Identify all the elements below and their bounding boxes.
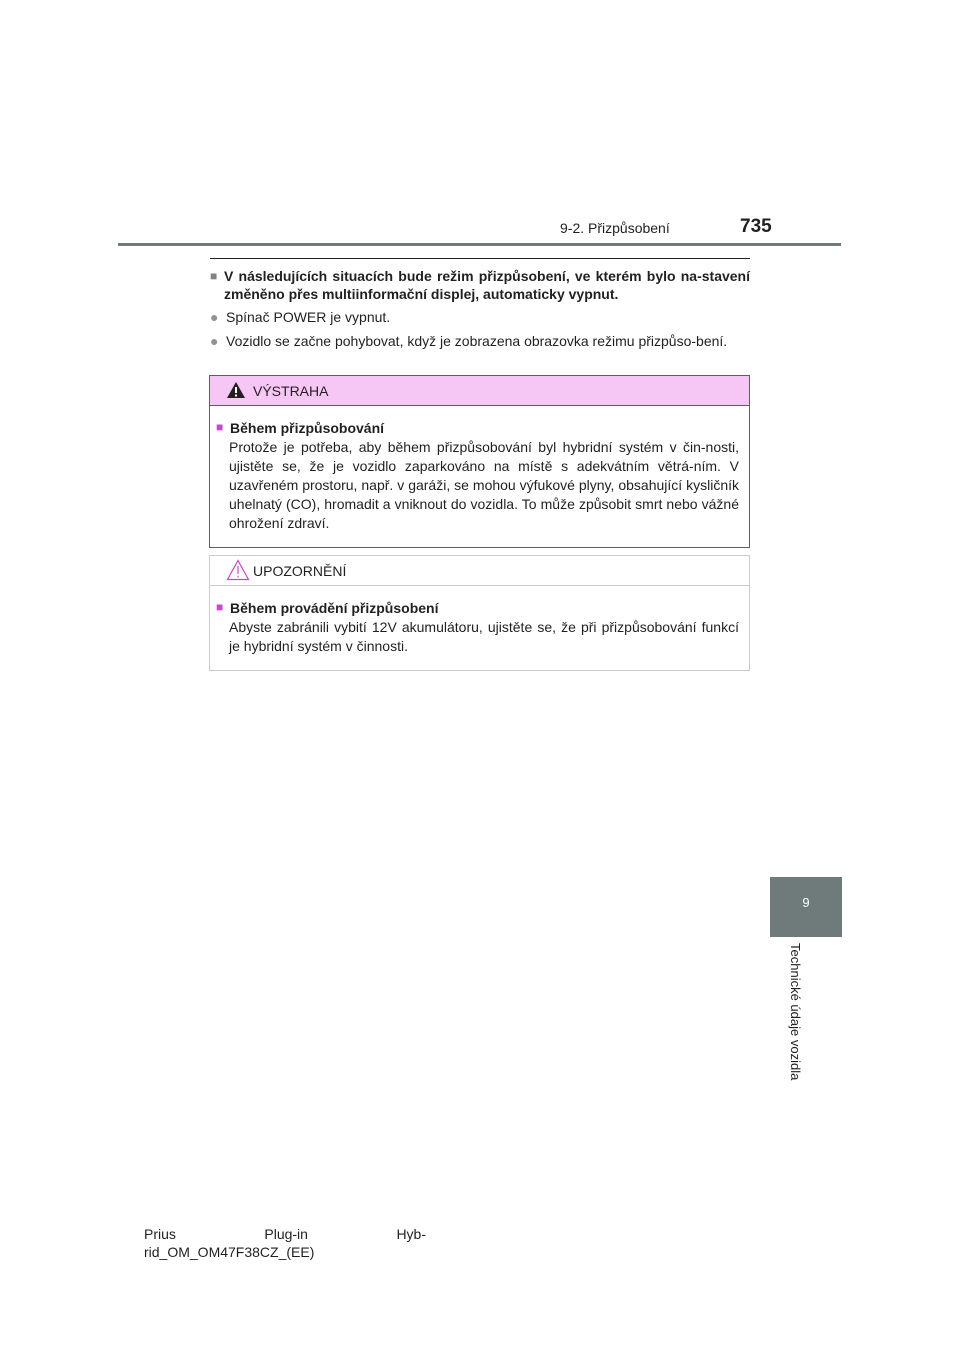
warning-box xyxy=(209,375,750,548)
header-rule xyxy=(118,243,841,246)
section-title: 9-2. Přizpůsobení xyxy=(560,220,670,236)
warning-text: Protože je potřeba, aby během přizpůsobování byl hybridní systém v čin-nosti, ujistěte se, že je vozidlo zaparkováno na místě s adekvátním větrá-ním. V uzavřeném prostoru, např. v garáži, se mohou výfukové plyny, obsahující kysličník uhelnatý (CO), hromadit a vniknout do vozidla. To může způsobit smrt nebo vážné ohrožení zdraví. xyxy=(229,439,739,531)
footer-variant-cont: Hyb- xyxy=(396,1226,426,1242)
section-heading xyxy=(210,267,750,303)
caution-label: UPOZORNĚNÍ xyxy=(253,563,347,579)
warning-triangle-icon xyxy=(226,381,246,399)
caution-box-header xyxy=(210,556,749,586)
list-item-text: Spínač POWER je vypnut. xyxy=(226,309,391,325)
list-item xyxy=(210,331,750,351)
warning-heading-text: Během přizpůsobování xyxy=(230,420,385,436)
main-content xyxy=(210,258,750,351)
bullet-icon: ● xyxy=(210,333,219,349)
bullet-icon: ● xyxy=(210,309,219,325)
footer-line-1 xyxy=(144,1225,426,1243)
warning-box-body xyxy=(210,406,749,547)
warning-label: VÝSTRAHA xyxy=(253,383,329,399)
caution-text: Abyste zabránili vybití 12V akumulátoru, ujistěte se, že při přizpůsobování funkcí je hybridní systém v činnosti. xyxy=(229,619,739,654)
list-item-text: Vozidlo se začne pohybovat, když je zobrazena obrazovka režimu přizpůso-bení. xyxy=(226,333,728,349)
list-item xyxy=(210,307,750,327)
caution-triangle-icon xyxy=(226,559,250,581)
page-number: 735 xyxy=(740,216,772,237)
square-marker-icon: ■ xyxy=(210,269,218,283)
chapter-tab-label: Technické údaje vozidla xyxy=(788,943,803,1081)
caution-box xyxy=(209,555,750,671)
footer-model: Prius xyxy=(144,1226,176,1242)
footer-variant: Plug-in xyxy=(264,1226,308,1242)
caution-heading-text: Během provádění přizpůsobení xyxy=(230,600,439,616)
caution-heading xyxy=(216,598,739,618)
section-heading-text: V následujících situacích bude režim přizpůsobení, ve kterém bylo na-stavení změněno přes multiinformační displej, automaticky vypnut. xyxy=(224,268,750,302)
footer-line-2: rid_OM_OM47F38CZ_(EE) xyxy=(144,1244,315,1260)
chapter-tab-number: 9 xyxy=(802,895,810,910)
warning-box-header xyxy=(210,376,749,406)
footer xyxy=(144,1225,426,1261)
warning-heading xyxy=(216,418,739,438)
content-top-rule xyxy=(210,258,750,259)
square-marker-icon: ■ xyxy=(216,600,224,614)
square-marker-icon: ■ xyxy=(216,420,224,434)
caution-box-body xyxy=(210,586,749,670)
